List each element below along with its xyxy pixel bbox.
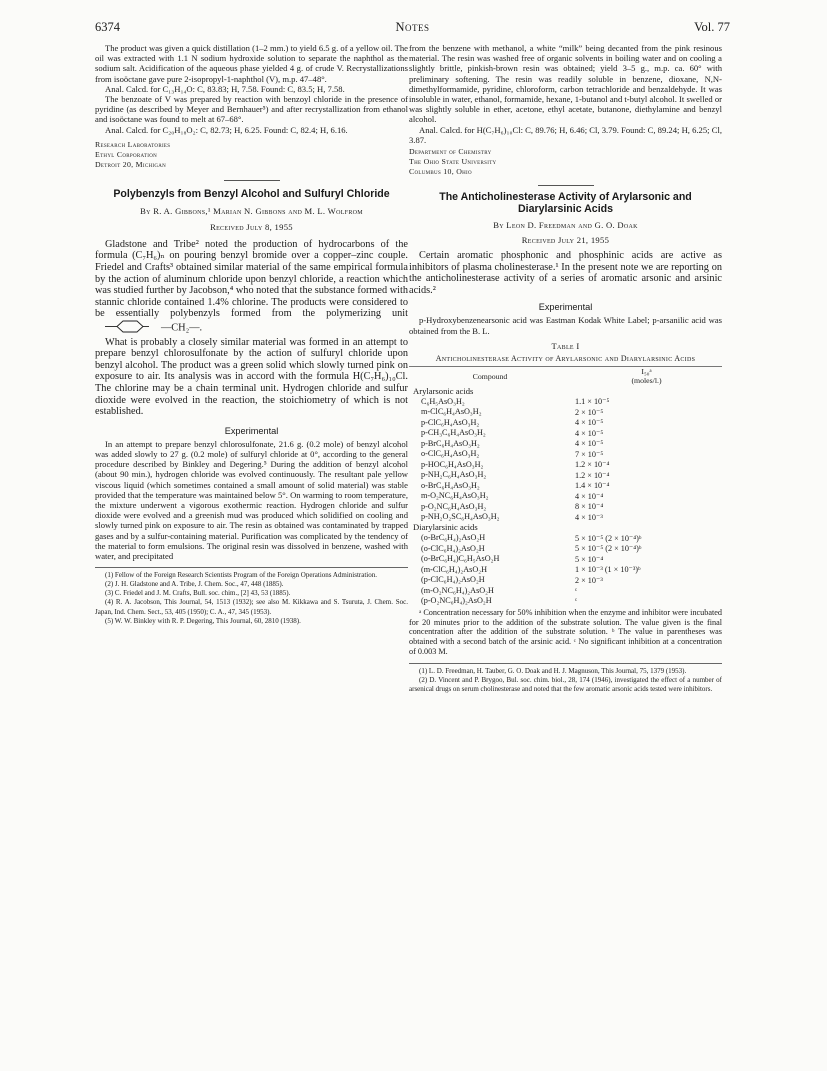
column-header-i50 bbox=[571, 367, 722, 385]
value-cell: 7 × 10⁻⁵ bbox=[575, 449, 604, 459]
compound-cell: m-O₂NC₆H₄AsO₃H₂ bbox=[421, 491, 489, 501]
table-row bbox=[409, 448, 722, 459]
table-row bbox=[409, 417, 722, 428]
value-cell: 2 × 10⁻³ bbox=[575, 575, 603, 585]
article-title: Polybenzyls from Benzyl Alcohol and Sulfuryl Chloride bbox=[113, 187, 390, 200]
value-cell: 4 × 10⁻⁵ bbox=[575, 428, 604, 438]
experimental-heading: Experimental bbox=[224, 425, 279, 436]
compound-cell: p-ClC₆H₄AsO₃H₂ bbox=[421, 417, 480, 427]
affiliation bbox=[95, 140, 408, 170]
value-cell: 4 × 10⁻⁵ bbox=[575, 418, 604, 428]
column-header-unit: (moles/l.) bbox=[631, 376, 662, 386]
value-cell: 5 × 10⁻⁵ (2 × 10⁻⁴)ᵇ bbox=[575, 533, 642, 543]
value-cell: 4 × 10⁻⁵ bbox=[575, 439, 604, 449]
affiliation-line: Research Laboratories bbox=[95, 139, 171, 149]
value-cell: 1.2 × 10⁻⁴ bbox=[575, 460, 610, 470]
experimental-text: p-Hydroxybenzenearsonic acid was Eastman Kodak White Label; p-arsanilic acid was obtained from the B. L. bbox=[409, 315, 722, 336]
page-number: 6374 bbox=[95, 20, 120, 34]
table-row bbox=[409, 406, 722, 417]
benzene-ring-structure bbox=[95, 320, 161, 337]
table-row bbox=[409, 480, 722, 491]
value-cell: 2 × 10⁻⁵ bbox=[575, 407, 604, 417]
column-header-symbol: I₅₀ᵃ bbox=[641, 367, 652, 377]
value-cell: 1 × 10⁻³ (1 × 10⁻³)ᵇ bbox=[575, 565, 641, 575]
paragraph: The benzoate of V was prepared by reaction with benzoyl chloride in the presence of pyridine (as described by Meyer and Bernhauer⁵) and after recrystallization from ethanol and isoöctane was found to melt at 67–68°. bbox=[95, 94, 408, 125]
compound-cell: o-ClC₆H₄AsO₃H₂ bbox=[421, 449, 480, 459]
value-cell: ᶜ bbox=[575, 585, 578, 595]
compound-cell: p-BrC₆H₄AsO₃H₂ bbox=[421, 438, 480, 448]
footnote: (1) L. D. Freedman, H. Tauber, G. O. Doak and H. J. Magnuson, This Journal, 75, 1379 (1953). bbox=[419, 666, 687, 675]
compound-cell: m-ClC₆H₄AsO₃H₂ bbox=[421, 407, 482, 417]
compound-cell: p-O₂NC₆H₄AsO₃H₂ bbox=[421, 501, 487, 511]
column-header-compound: Compound bbox=[472, 371, 508, 381]
table-row bbox=[409, 459, 722, 470]
value-cell: 8 × 10⁻⁴ bbox=[575, 502, 604, 512]
compound-cell: p-HOC₆H₄AsO₃H₂ bbox=[421, 459, 484, 469]
authors: By R. A. Gibbons,¹ Marian N. Gibbons and M. L. Wolfrom bbox=[140, 205, 363, 216]
analysis-line: Anal. Calcd. for C₁₃H₁₄O: C, 83.83; H, 7.58. Found: C, 83.5; H, 7.58. bbox=[105, 83, 345, 94]
value-cell: 1.2 × 10⁻⁴ bbox=[575, 470, 610, 480]
compound-cell: (p-O₂NC₆H₄)₂AsO₂H bbox=[421, 596, 492, 606]
footnote: (4) R. A. Jacobson, This Journal, 54, 1513 (1932); see also M. Kikkawa and S. Tsuruta, J. Chem. Soc. Japan, Ind. Chem. Sect., 53, 405 (1950); C. A., 47, 345 (1953). bbox=[95, 598, 408, 616]
compound-cell: (o-BrC₆H₄)₂AsO₂H bbox=[421, 533, 486, 543]
received-date: Received July 21, 1955 bbox=[521, 234, 610, 245]
table-row bbox=[409, 501, 722, 512]
affiliation-line: Ethyl Corporation bbox=[95, 149, 158, 159]
value-cell: 5 × 10⁻⁴ bbox=[575, 554, 604, 564]
compound-cell: C₆H₅AsO₃H₂ bbox=[421, 396, 465, 406]
paragraph: from the benzene with methanol, a white “milk” being decanted from the pink resinous material. The resin was washed free of organic solvents in boiling water and on cooling a slightly brittle, pinkish-brown resin was obtained; yield 3–5 g., m.p. ca. 60° with preliminary softening. The resin was readily soluble in benzene, dioxane, N,N-dimethylformamide, pyridine, chloroform, carbon tetrachloride and benzaldehyde. It was insoluble in water, ethanol, formamide, hexane, 1-butanol and t-butyl alcohol. It swelled or was slightly soluble in ether, acetone, ethyl acetate, butanone, diethylamine and benzyl alcohol. bbox=[409, 43, 723, 125]
table-row bbox=[409, 574, 722, 585]
affiliation-line: Detroit 20, Michigan bbox=[95, 159, 167, 169]
compound-cell: (o-BrC₆H₄)C₆H₅AsO₂H bbox=[421, 554, 500, 564]
table-header-row bbox=[409, 367, 722, 385]
compound-cell: (m-O₂NC₆H₄)₂AsO₂H bbox=[421, 585, 494, 595]
compound-cell: (m-ClC₆H₄)₂AsO₂H bbox=[421, 564, 487, 574]
affiliation-line: Columbus 10, Ohio bbox=[409, 167, 472, 177]
table-row bbox=[409, 438, 722, 449]
compound-cell: o-BrC₆H₄AsO₃H₂ bbox=[421, 480, 480, 490]
volume-label: Vol. 77 bbox=[694, 20, 730, 34]
data-table bbox=[409, 367, 722, 606]
right-column bbox=[409, 43, 722, 694]
paragraph: The product was given a quick distillation (1–2 mm.) to yield 6.5 g. of a yellow oil. The oil was extracted with 1.1 N sodium hydroxide solution to separate the naphthol as the sodium salt. Acidification of the aqueous phase yielded 4 g. of crude V. Recrystallizations from isoöctane gave pure 2-isopropyl-1-naphthol (V), m.p. 47–48°. bbox=[95, 43, 408, 84]
table-number: Table I bbox=[551, 340, 580, 351]
table-row bbox=[409, 543, 722, 554]
compound-cell: p-NH₂O₂SC₆H₄AsO₃H₂ bbox=[421, 512, 500, 522]
body-paragraph: What is probably a closely similar material was formed in an attempt to prepare benzyl chlorosulfonate by the action of sulfuryl chloride upon benzyl alcohol. The product was a green solid which slowly turned pink on exposure to air. Its analysis was in accord with the formula H(C₇H₆)₁₀Cl. The chlorine may be a chain terminal unit. Hydrogen chloride and sulfur dioxide were evolved in the reaction, the stoichiometry of which is not established. bbox=[95, 336, 408, 418]
footnote: (2) J. H. Gladstone and A. Tribe, J. Chem. Soc., 47, 448 (1885). bbox=[105, 580, 284, 589]
footnote: (3) C. Friedel and J. M. Crafts, Bull. soc. chim., [2] 43, 53 (1885). bbox=[105, 589, 291, 598]
table-note: ᵃ Concentration necessary for 50% inhibition when the enzyme and inhibitor were incubated for 20 minutes prior to the addition of the substrate solution. The value given is the final concentration after the addition of the substrate solution. ᵇ The value in parentheses was obtained with a second batch of the arsinic acid. ᶜ No significant inhibition at a concentration of 0.003 M. bbox=[409, 607, 722, 656]
experimental-text: In an attempt to prepare benzyl chlorosulfonate, 21.6 g. (0.2 mole) of benzyl alcohol was added slowly to 27 g. (0.2 mole) of sulfuryl chloride at 0°, according to the general procedure described by Binkley and Degering.⁵ During the addition of benzyl alcohol (about 90 min.), hydrogen chloride was evolved continuously. The resultant pale yellow viscous liquid (which sometimes contained a small amount of solid material) was stable provided that the temperature was maintained below 5°. On warming to room temperature, the mixture underwent a vigorous exothermic reaction. Hydrogen chloride and sulfur dioxide were evolved and a greenish mud was produced which solidified on cooling and slowly turned pink on exposure to air. The resin as obtained was contaminated by trapped gases and by a sulfur-containing material. Purification was complicated by the tendency of the material to form emulsions. The original resin was dissolved in benzene, washed with water, and precipitated bbox=[95, 438, 408, 561]
value-cell: ᶜ bbox=[575, 596, 578, 606]
analysis-line: Anal. Calcd. for H(C₇H₆)₁₀Cl: C, 89.76; H, 6.46; Cl, 3.79. Found: C, 89.24; H, 6.25; Cl, 3.87. bbox=[409, 124, 722, 145]
article-title: The Anticholinesterase Activity of Arylarsonic and Diarylarsinic Acids bbox=[439, 191, 692, 216]
affiliation bbox=[409, 147, 722, 177]
group-label: Diarylarsinic acids bbox=[413, 522, 478, 533]
authors: By Leon D. Freedman and G. O. Doak bbox=[493, 220, 638, 231]
section-title: Notes bbox=[395, 20, 430, 34]
compound-cell: p-NH₂C₆H₄AsO₃H₂ bbox=[421, 470, 487, 480]
compound-cell: (o-ClC₆H₄)₂AsO₂H bbox=[421, 543, 485, 553]
table-row bbox=[409, 469, 722, 480]
table-row bbox=[409, 532, 722, 543]
affiliation-line: Department of Chemistry bbox=[409, 147, 492, 157]
body-text: Gladstone and Tribe² noted the production of hydrocarbons of the formula (C₇H₆)ₙ on pouring benzyl bromide over a copper–zinc couple. Friedel and Crafts³ obtained similar material of the same empirical formula by the action of aluminum chloride upon benzyl chloride, a reaction which was studied further by Jacobson,⁴ who noted that the substance formed with stannic chloride contained 1.4% chlorine. The products were considered to be essentially polybenzyls formed from the polymerizing unit bbox=[95, 238, 408, 320]
table-row bbox=[409, 553, 722, 564]
table-row bbox=[409, 511, 722, 522]
footnote: (1) Fellow of the Foreign Research Scientists Program of the Foreign Operations Administration. bbox=[105, 571, 377, 580]
value-cell: 1.1 × 10⁻⁵ bbox=[575, 397, 610, 407]
value-cell: 1.4 × 10⁻⁴ bbox=[575, 481, 610, 491]
table-group-row bbox=[409, 385, 722, 396]
footnote: (2) D. Vincent and P. Brygoo, Bul. soc. chim. biol., 28, 174 (1946), investigated the effect of a number of arsenical drugs on serum cholinesterase and noted that the few aromatic arsonic acids tested were inhibitors. bbox=[409, 675, 722, 693]
affiliation-line: The Ohio State University bbox=[409, 157, 497, 167]
unit-suffix: —CH₂—. bbox=[161, 322, 203, 334]
left-column bbox=[95, 43, 408, 626]
footnote: (5) W. W. Binkley with R. P. Degering, This Journal, 60, 2810 (1938). bbox=[105, 616, 301, 625]
table-group-row bbox=[409, 522, 722, 533]
received-date: Received July 8, 1955 bbox=[210, 222, 293, 233]
table-row bbox=[409, 396, 722, 407]
experimental-heading: Experimental bbox=[538, 302, 593, 313]
page-header bbox=[95, 20, 730, 36]
analysis-line: Anal. Calcd. for C₂₀H₁₈O₂: C, 82.73; H, 6.25. Found: C, 82.4; H, 6.16. bbox=[105, 124, 348, 135]
table-row bbox=[409, 427, 722, 438]
table-caption: Anticholinesterase Activity of Arylarsonic and Diarylarsinic Acids bbox=[435, 354, 696, 364]
compound-cell: (p-ClC₆H₄)₂AsO₂H bbox=[421, 575, 485, 585]
table-row bbox=[409, 585, 722, 596]
group-label: Arylarsonic acids bbox=[413, 385, 474, 396]
value-cell: 5 × 10⁻⁵ (2 × 10⁻⁴)ᵇ bbox=[575, 544, 642, 554]
table-row bbox=[409, 564, 722, 575]
table-row bbox=[409, 595, 722, 606]
table-row bbox=[409, 490, 722, 501]
value-cell: 4 × 10⁻³ bbox=[575, 512, 603, 522]
body-paragraph: Certain aromatic phosphonic and phosphinic acids are active as inhibitors of plasma cholinesterase.¹ In the present note we are reporting on the anticholinesterase activity of a series of aromatic arsonic and arsinic acids.² bbox=[409, 250, 722, 296]
compound-cell: p-CH₃C₆H₄AsO₃H₂ bbox=[421, 428, 486, 438]
body-paragraph bbox=[95, 239, 408, 337]
value-cell: 4 × 10⁻⁴ bbox=[575, 491, 604, 501]
